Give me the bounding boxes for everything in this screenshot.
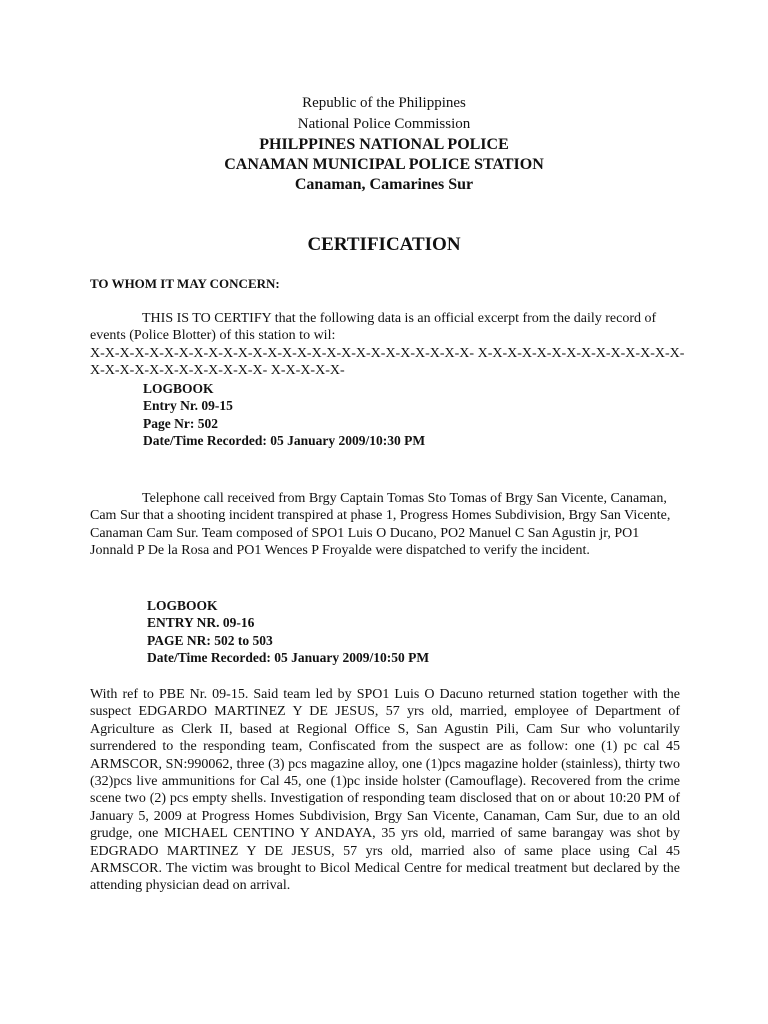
entry-1-paragraph [90,490,680,560]
location-line: Canaman, Camarines Sur [294,176,474,193]
page-number: PAGE NR: 502 to 503 [147,632,273,648]
entry-1-text: Telephone call received from Brgy Captain Tomas Sto Tomas of Brgy San Vicente, Canaman, Cam Sur that a shooting incident transpired at phase 1, Progress Homes Subdivision, Brgy San Vicente, Canaman Cam Sur. Team composed of SPO1 Luis O Ducano, PO2 Manuel C San Agustin jr, PO1 Jonnald P De la Rosa and PO1 Wences P Froyalde were dispatched to verify the incident. [90,491,671,559]
page-number: Page Nr: 502 [143,415,218,431]
station-line: CANAMAN MUNICIPAL POLICE STATION [224,156,544,173]
pnp-line: PHILPPINES NATIONAL POLICE [259,136,509,153]
intro-paragraph [90,310,685,380]
date-time-recorded: Date/Time Recorded: 05 January 2009/10:30 PM [143,433,426,449]
logbook-entry-2 [147,597,429,667]
letterhead [0,93,768,195]
salutation: TO WHOM IT MAY CONCERN: [90,276,280,291]
date-time-recorded: Date/Time Recorded: 05 January 2009/10:50 PM [147,650,430,666]
separator-line-2: X-X-X-X-X-X-X-X-X-X-X-X- X-X-X-X-X- [90,363,345,379]
commission-line: National Police Commission [297,116,471,132]
intro-text: THIS IS TO CERTIFY that the following data is an official excerpt from the daily record of events (Police Blotter) of this station to wil: [90,311,657,344]
republic-line: Republic of the Philippines [302,95,466,111]
logbook-label: LOGBOOK [143,381,214,396]
logbook-entry-1 [143,380,425,450]
entry-2-paragraph: With ref to PBE Nr. 09-15. Said team led by SPO1 Luis O Dacuno returned station together with the suspect EDGARDO MARTINEZ Y DE JESUS, 57 yrs old, married, employee of Department of Agriculture as Clerk II, based at Regional Office S, San Agustin Pili, Cam Sur who voluntarily surrendered to the responding team, Confiscated from the suspect are as follow: one (1) pc cal 45 ARMSCOR, SN:990062, three (3) pcs magazine alloy, one (1)pcs magazine holder (stainless), thirty two (32)pcs live ammunitions for Cal 45, one (1)pc inside holster (Camouflage). Recovered from the crime scene two (2) pcs empty shells. Investigation of responding team disclosed that on or about 10:20 PM of January 5, 2009 at Progress Homes Subdivision, Brgy San Vicente, Canaman, Cam Sur, due to an old grudge, one MICHAEL CENTINO Y ANDAYA, 35 yrs old, married of same barangay was shot by EDGRADO MARTINEZ Y DE JESUS, 57 yrs old, married also of same place using Cal 45 ARMSCOR. The victim was brought to Bicol Medical Centre for medical treatment but declared by the attending physician dead on arrival. [90,687,680,894]
separator-line-1: X-X-X-X-X-X-X-X-X-X-X-X-X-X-X-X-X-X-X-X-X-X-X-X-X-X- X-X-X-X-X-X-X-X-X-X-X-X-X-X- [90,345,685,361]
entry-number: Entry Nr. 09-15 [143,398,233,414]
entry-number: ENTRY NR. 09-16 [147,615,255,631]
logbook-label: LOGBOOK [147,598,218,613]
certification-title: CERTIFICATION [307,234,461,255]
